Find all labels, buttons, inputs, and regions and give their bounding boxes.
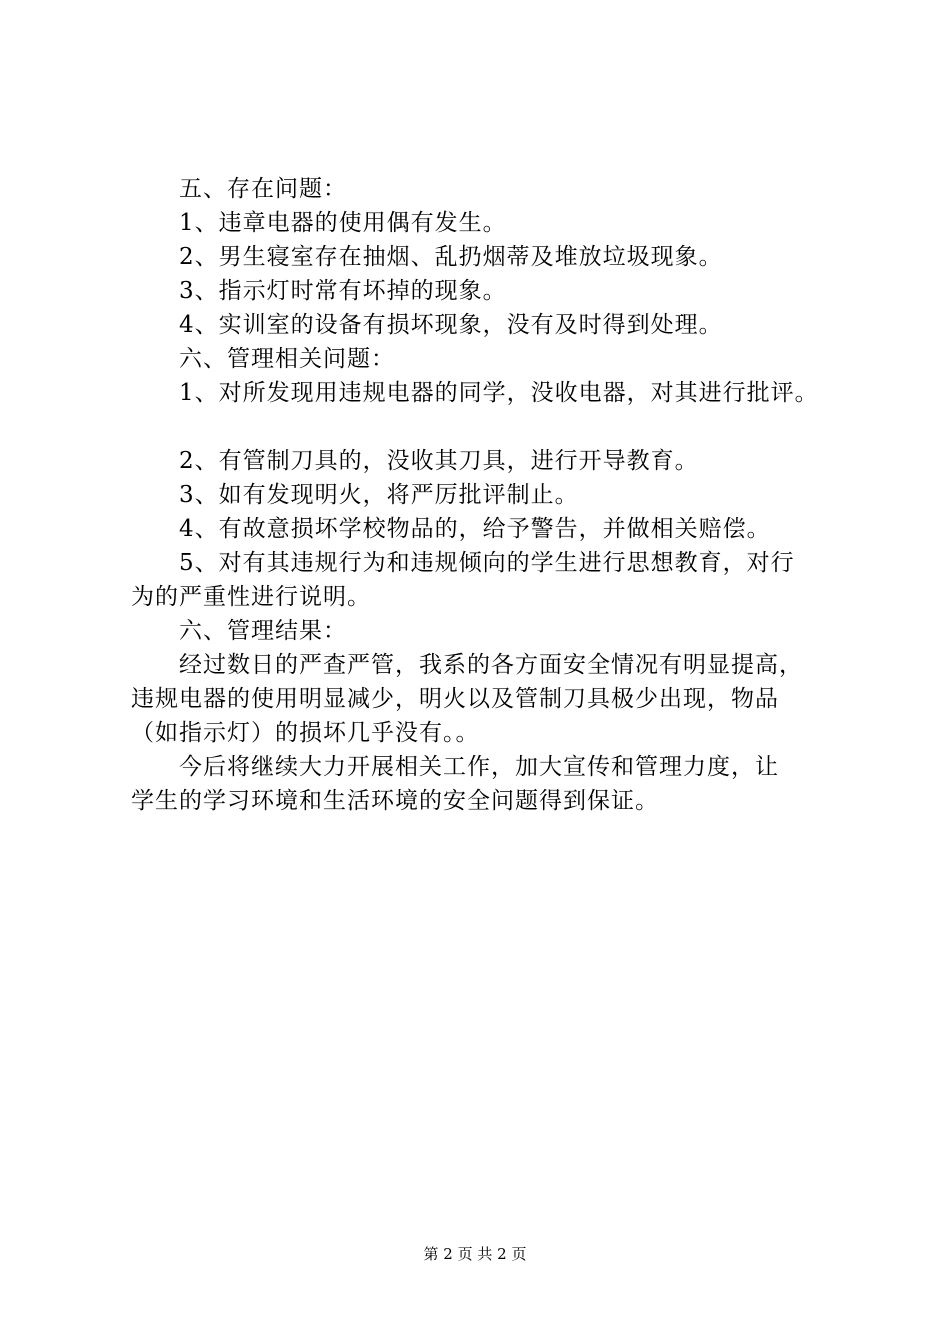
text-line: 为的严重性进行说明。 [131, 584, 371, 610]
text-line: 今后将继续大力开展相关工作，加大宣传和管理力度，让 [179, 754, 779, 780]
text-line: 2、男生寝室存在抽烟、乱扔烟蒂及堆放垃圾现象。 [179, 244, 723, 270]
paragraph-gap [131, 410, 831, 444]
text-line: 2、有管制刀具的，没收其刀具，进行开导教育。 [179, 448, 699, 474]
text-line: 4、有故意损坏学校物品的，给予警告，并做相关赔偿。 [179, 516, 771, 542]
document-body [131, 172, 831, 818]
text-line: （如指示灯）的损坏几乎没有。。 [131, 720, 480, 746]
text-line: 六、管理相关问题： [179, 346, 395, 372]
text-line: 3、指示灯时常有坏掉的现象。 [179, 278, 507, 304]
text-line: 学生的学习环境和生活环境的安全问题得到保证。 [131, 788, 659, 814]
text-line: 五、存在问题： [179, 176, 347, 202]
text-line: 4、实训室的设备有损坏现象，没有及时得到处理。 [179, 312, 723, 338]
text-line: 经过数日的严查严管，我系的各方面安全情况有明显提高， [179, 652, 803, 678]
text-line: 3、如有发现明火，将严厉批评制止。 [179, 482, 579, 508]
text-line: 5、对有其违规行为和违规倾向的学生进行思想教育，对行 [179, 550, 795, 576]
text-line: 1、对所发现用违规电器的同学，没收电器，对其进行批评。 [179, 380, 819, 406]
text-line: 1、违章电器的使用偶有发生。 [179, 210, 507, 236]
page-footer: 第 2 页 共 2 页 [423, 1245, 527, 1263]
text-line: 违规电器的使用明显减少，明火以及管制刀具极少出现，物品 [131, 686, 779, 712]
text-line: 六、管理结果： [179, 618, 347, 644]
